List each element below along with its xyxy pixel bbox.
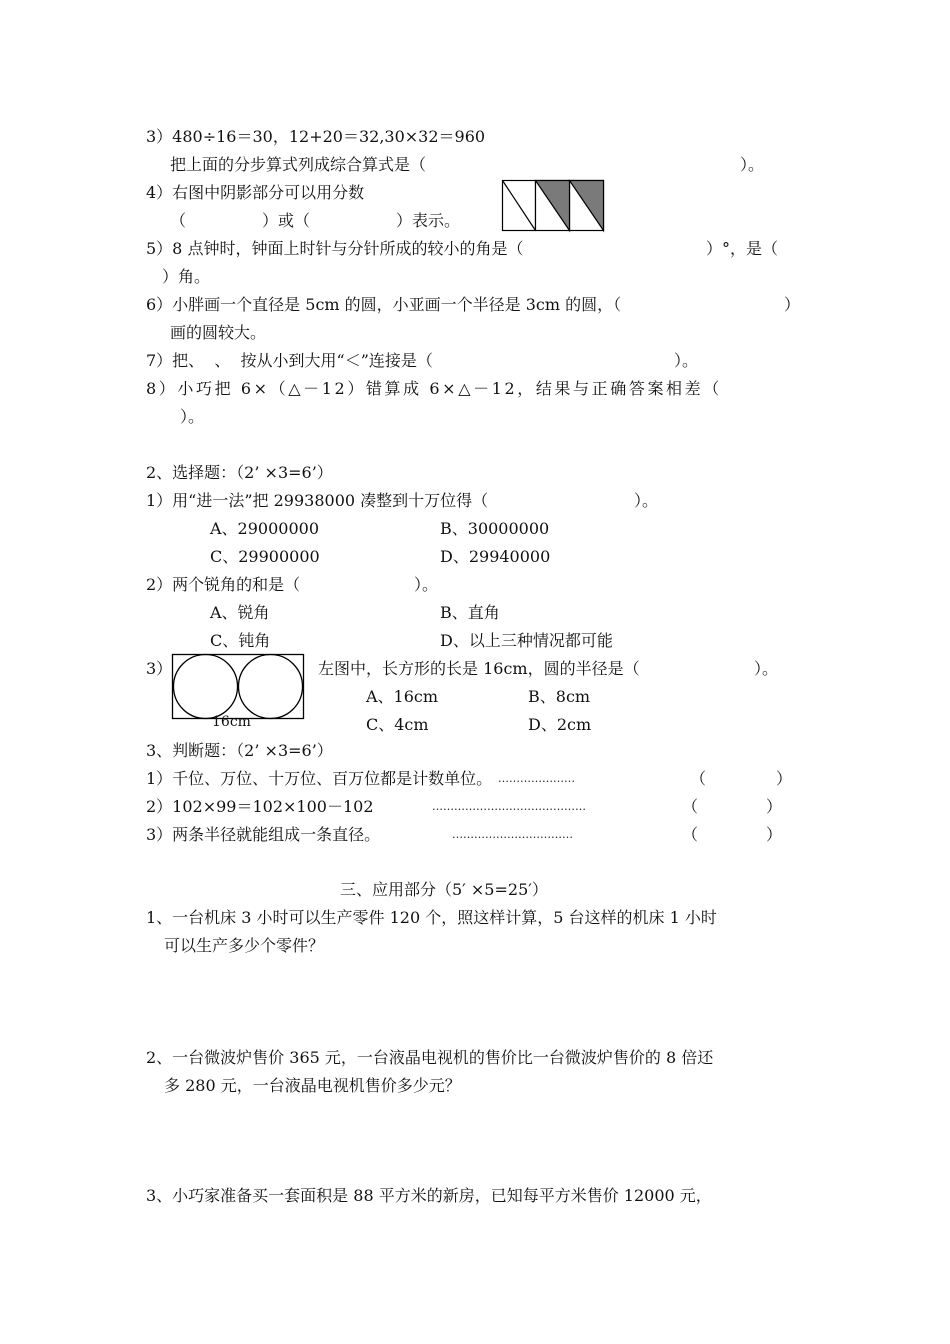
judge-heading: 3、判断题：（2’ ×3=6’） [146,741,333,760]
figure-length-label: 16cm [212,714,251,730]
fill-q5-line1a: 5）8 点钟时，钟面上时针与分针所成的较小的角是（ [146,239,524,258]
judge-item-1-dots: ………………… [498,772,575,785]
fill-q7-line1b: ）。 [674,351,699,370]
choice-q2: 2）两个锐角的和是（ [146,575,301,594]
rectangle-two-circles-figure [172,654,304,720]
choice-q1-option-c: C、29900000 [210,547,320,566]
fill-q4-end: ）表示。 [396,211,461,230]
fill-q6-line2: 画的圆较大。 [170,323,267,342]
fill-q8-line2: ）。 [180,407,205,426]
judge-item-2-close: ） [766,797,783,816]
judge-item-2-dots: …………………………………… [432,800,586,813]
fill-q5-line2: ）角。 [162,267,211,286]
application-heading: 三、应用部分（5′ ×5=25′） [340,880,548,899]
fill-q4-line1: 4）右图中阴影部分可以用分数 [146,183,365,202]
judge-item-1-close: ） [776,769,793,788]
choice-q3-option-d: D、2cm [528,715,592,734]
judge-item-1-open: （ [690,769,707,788]
fill-q4-open: （ [170,211,187,230]
choice-q1-option-b: B、30000000 [440,519,550,538]
application-p2-line2: 多 280 元，一台液晶电视机售价多少元？ [164,1076,461,1095]
application-p1-line2: 可以生产多少个零件？ [164,936,325,955]
application-p1-line1: 1、一台机床 3 小时可以生产零件 120 个，照这样计算，5 台这样的机床 1 小时 [146,908,717,927]
fill-q4-or: ）或（ [262,211,311,230]
choice-q3-label: 3） [146,659,173,678]
fill-q3-line2: 把上面的分步算式列成综合算式是（ [170,155,427,174]
judge-item-2-open: （ [682,797,699,816]
choice-q3-text: 左图中，长方形的长是 16cm，圆的半径是（ [318,659,640,678]
fill-q6-line1a: 6）小胖画一个直径是 5cm 的圆，小亚画一个半径是 3cm 的圆，（ [146,295,622,314]
judge-item-3-text: 3）两条半径就能组成一条直径。 [146,825,381,844]
judge-item-3-dots: …………………………… [452,828,573,841]
choice-q2-option-d: D、以上三种情况都可能 [440,631,613,650]
shaded-fraction-figure [502,180,604,232]
choice-q2-option-a: A、锐角 [210,603,270,622]
fill-q3-blank-close: ）。 [740,155,765,174]
judge-item-1-text: 1）千位、万位、十万位、百万位都是计数单位。 [146,769,493,788]
choice-q1-option-d: D、29940000 [440,547,551,566]
application-p3-line1: 3、小巧家准备买一套面积是 88 平方米的新房，已知每平方米售价 12000 元， [146,1186,712,1205]
choice-q3-end: ）。 [754,659,779,678]
application-p2-line1: 2、一台微波炉售价 365 元，一台液晶电视机的售价比一台微波炉售价的 8 倍还 [146,1048,714,1067]
fill-q3-line1: 3）480÷16＝30，12+20＝32,30×32＝960 [146,127,486,146]
choice-q1-option-a: A、29000000 [210,519,319,538]
fill-q7-line1a: 7）把、 、 按从小到大用“＜”连接是（ [146,351,433,370]
choice-q1-end: ）。 [634,491,659,510]
choice-q3-option-c: C、4cm [366,715,429,734]
judge-item-3-open: （ [682,825,699,844]
choice-q1: 1）用“进一法”把 29938000 凑整到十万位得（ [146,491,489,510]
choice-q2-end: ）。 [414,575,439,594]
choice-q3-option-a: A、16cm [366,687,439,706]
judge-item-3-close: ） [766,825,783,844]
choice-q3-option-b: B、8cm [528,687,591,706]
fill-q5-line1b: ）°，是（ [706,239,779,258]
choice-heading: 2、选择题：（2’ ×3=6’） [146,463,333,482]
fill-q6-line1b: ） [784,295,801,314]
fill-q8-line1: 8）小巧把 6×（△－12）错算成 6×△－12，结果与正确答案相差（ [146,379,722,398]
choice-q2-option-b: B、直角 [440,603,500,622]
judge-item-2-text: 2）102×99＝102×100－102 [146,797,374,816]
choice-q2-option-c: C、钝角 [210,631,271,650]
